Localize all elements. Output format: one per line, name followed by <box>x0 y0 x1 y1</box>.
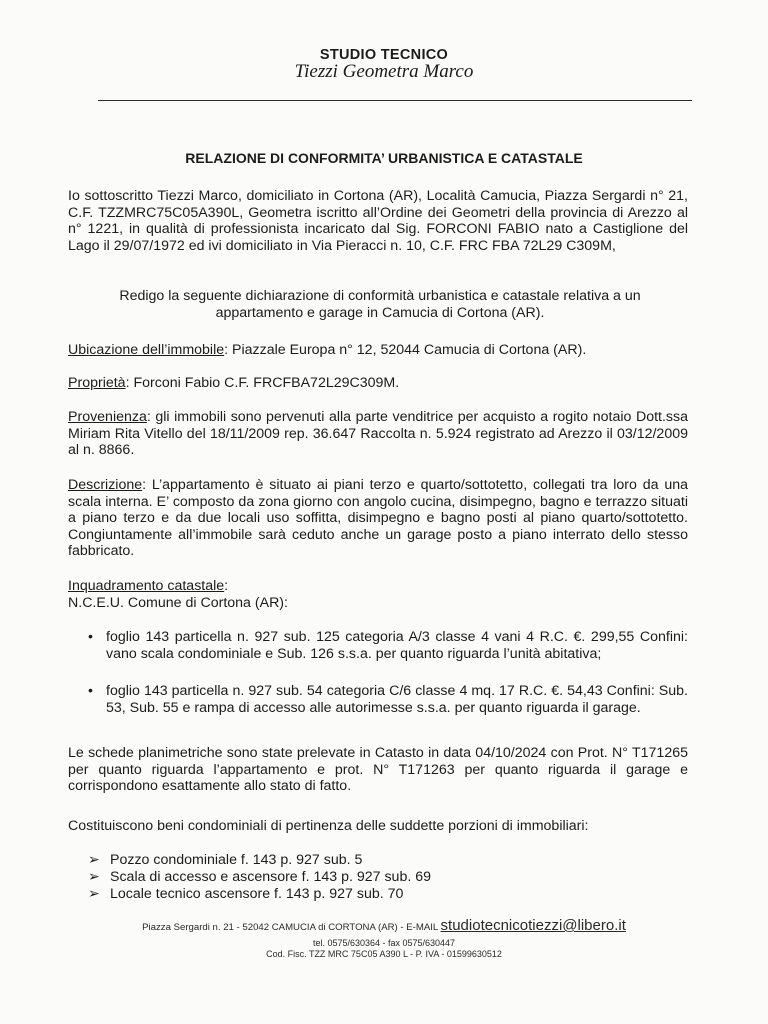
descrizione-text: : L’appartamento è situato ai piani terzo e quarto/sottotetto, collegati tra loro da una scala interna. E’ composto da zona giorno con angolo cucina, disimpegno, bagno e terrazzo situati a piano terzo e da due locali uso soffitta, disimpegno e bagno posti al piano quarto/sottotetto. Congiuntamente all’immobile sarà ceduto anche un garage posto a piano interrato dello stesso fabbricato. <box>68 477 688 560</box>
descrizione-paragraph <box>68 477 688 560</box>
arrow-bullet-icon: ➢ <box>88 852 100 868</box>
comune-line: N.C.E.U. Comune di Cortona (AR): <box>68 595 288 611</box>
header-divider <box>98 100 692 101</box>
footer-email-link[interactable]: studiotecnicotiezzi@libero.it <box>440 917 626 934</box>
bullet-icon: • <box>88 683 93 699</box>
provenienza-paragraph <box>68 409 688 459</box>
intro-paragraph: Io sottoscritto Tiezzi Marco, domiciliato in Cortona (AR), Località Camucia, Piazza Sergardi n° 21, C.F. TZZMRC75C05A390L, Geometra iscritto all’Ordine dei Geometri della provincia di Arezzo al n° 1221, in qualità di professionista incaricato dal Sig. FORCONI FABIO nato a Castiglione del Lago il 29/07/1972 ed ivi domiciliato in Via Pieracci n. 10, C.F. FRC FBA 72L29 C309M, <box>68 188 688 254</box>
schede-paragraph: Le schede planimetriche sono state prelevate in Catasto in data 04/10/2024 con Prot. N° T171265 per quanto riguarda l’appartamento e prot. N° T171263 per quanto riguarda il garage e corrispondono esattamente allo stato di fatto. <box>68 745 688 795</box>
arrow-bullet-icon: ➢ <box>88 886 100 902</box>
provenienza-label: Provenienza <box>68 409 147 425</box>
footer-address <box>0 918 768 937</box>
catasto-item-text: foglio 143 particella n. 927 sub. 125 categoria A/3 classe 4 vani 4 R.C. €. 299,55 Confini: vano scala condominiale e Sub. 126 s.s.a. per quanto riguarda l’unità abitativa; <box>106 629 688 662</box>
proprieta-label: Proprietà <box>68 375 126 391</box>
studio-owner-name: Tiezzi Geometra Marco <box>294 61 474 82</box>
footer-address-text: Piazza Sergardi n. 21 - 52042 CAMUCIA di CORTONA (AR) - E-MAIL <box>142 922 441 933</box>
descrizione-label: Descrizione <box>68 477 143 493</box>
inquadramento-label: Inquadramento catastale <box>68 578 225 594</box>
provenienza-text: : gli immobili sono pervenuti alla parte venditrice per acquisto a rogito notaio Dott.ssa Miriam Rita Vitello del 18/11/2009 rep. 36.647 Raccolta n. 5.924 registrato ad Arezzo il 03/12/2009 al n. 8866. <box>68 409 688 459</box>
ubicazione-paragraph <box>68 342 688 359</box>
studio-heading: STUDIO TECNICO <box>319 47 449 63</box>
list-item <box>88 886 648 903</box>
proprieta-paragraph <box>68 375 688 392</box>
proprieta-text: : Forconi Fabio C.F. FRCFBA72L29C309M. <box>125 375 400 391</box>
arrow-bullet-icon: ➢ <box>88 869 100 885</box>
beni-item-text: Locale tecnico ascensore f. 143 p. 927 sub. 70 <box>110 886 404 902</box>
ubicazione-label: Ubicazione dell’immobile <box>68 342 225 358</box>
beni-intro: Costituiscono beni condominiali di pertinenza delle suddette porzioni di immobiliari: <box>68 818 589 834</box>
statement-paragraph: Redigo la seguente dichiarazione di conformità urbanistica e catastale relativa a un appartamento e garage in Camucia di Cortona (AR). <box>119 288 641 321</box>
beni-item-text: Pozzo condominiale f. 143 p. 927 sub. 5 <box>110 852 363 868</box>
list-item <box>68 629 688 662</box>
inquadramento-colon: : <box>224 578 229 594</box>
footer-phone: tel. 0575/630364 - fax 0575/630447 <box>312 938 456 948</box>
list-item <box>88 852 648 869</box>
inquadramento-heading <box>68 578 688 595</box>
document-title: RELAZIONE DI CONFORMITA’ URBANISTICA E CATASTALE <box>185 150 583 166</box>
catasto-item-text: foglio 143 particella n. 927 sub. 54 categoria C/6 classe 4 mq. 17 R.C. €. 54,43 Confini: Sub. 53, Sub. 55 e rampa di accesso alle autorimesse s.s.a. per quanto riguarda il garage. <box>106 683 688 716</box>
ubicazione-text: : Piazzale Europa n° 12, 52044 Camucia di Cortona (AR). <box>224 342 587 358</box>
bullet-icon: • <box>88 629 93 645</box>
list-item <box>68 683 688 716</box>
list-item <box>88 869 648 886</box>
footer-tax-codes: Cod. Fisc. TZZ MRC 75C05 A390 L - P. IVA - 01599630512 <box>266 949 502 959</box>
beni-item-text: Scala di accesso e ascensore f. 143 p. 927 sub. 69 <box>110 869 431 885</box>
